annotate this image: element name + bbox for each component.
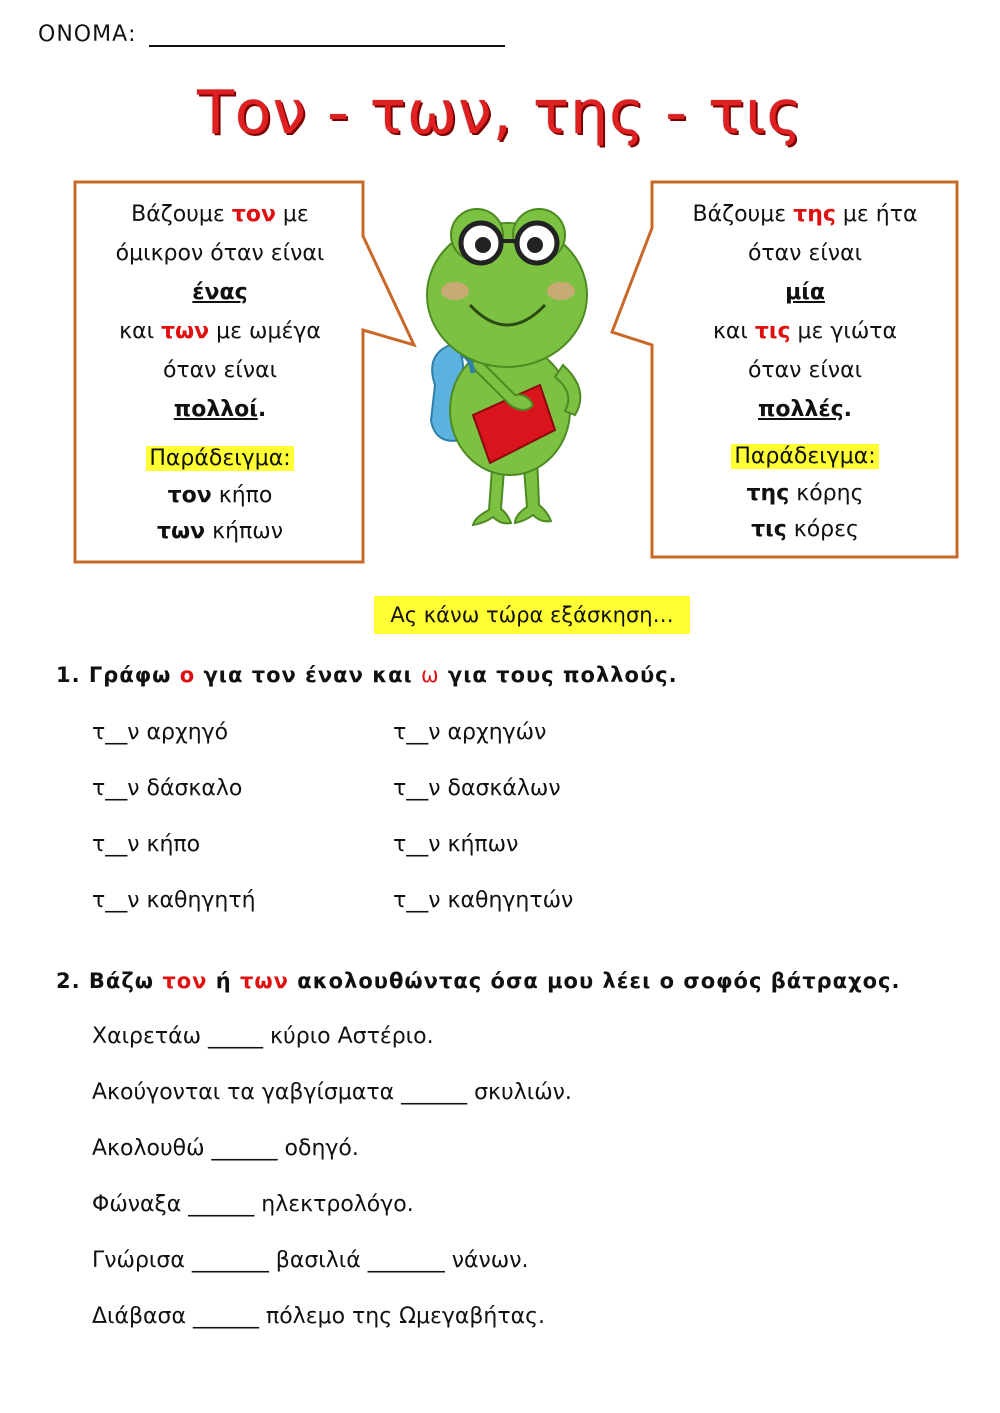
exercise-1-right-item[interactable]: τ__ν αρχηγών: [393, 720, 547, 745]
exercise-1-left-item[interactable]: τ__ν δάσκαλο: [92, 776, 243, 801]
left-line-6: πολλοί.: [173, 397, 267, 422]
left-line-1: Βάζουμε τον με: [131, 202, 309, 227]
exercise-1-right-item[interactable]: τ__ν κήπων: [393, 832, 519, 857]
exercise-1-left-item[interactable]: τ__ν κήπο: [92, 832, 201, 857]
right-line-1: Βάζουμε της με ήτα: [692, 202, 918, 227]
left-example-label: Παράδειγμα:: [80, 439, 360, 478]
exercise-2-sentence[interactable]: Φώναξα ______ ηλεκτρολόγο.: [92, 1192, 414, 1217]
exercise-2-sentence[interactable]: Γνώρισα _______ βασιλιά _______ νάνων.: [92, 1248, 529, 1273]
exercise-2-question: 2. Βάζω τον ή των ακολουθώντας όσα μου λέει ο σοφός βάτραχος.: [56, 969, 901, 993]
page-title: Τον - των, της - τις: [197, 78, 803, 148]
name-label: ΟΝΟΜΑ:: [38, 22, 137, 47]
right-line-4: και τις με γιώτα: [712, 319, 898, 344]
exercise-1-right-item[interactable]: τ__ν δασκάλων: [393, 776, 561, 801]
left-line-2: όμικρον όταν είναι: [115, 241, 325, 266]
left-line-5: όταν είναι: [162, 358, 278, 383]
right-line-3: μία: [785, 280, 825, 305]
exercise-2-sentence[interactable]: Ακολουθώ ______ οδηγό.: [92, 1136, 359, 1161]
right-line-6: πολλές.: [757, 397, 852, 422]
left-example-1: τον κήπο: [167, 483, 273, 508]
practice-banner: Ας κάνω τώρα εξάσκηση…: [374, 596, 690, 634]
right-example-label: Παράδειγμα:: [660, 437, 950, 476]
exercise-1-question: 1. Γράφω ο για τον έναν και ω για τους πολλούς.: [56, 663, 678, 687]
exercise-1-right-item[interactable]: τ__ν καθηγητών: [393, 888, 574, 913]
exercise-2-sentence[interactable]: Διάβασα ______ πόλεμο της Ωμεγαβήτας.: [92, 1304, 545, 1329]
exercise-1-left-item[interactable]: τ__ν καθηγητή: [92, 888, 256, 913]
left-bubble: [80, 195, 360, 550]
right-bubble: [660, 195, 950, 548]
right-line-5: όταν είναι: [747, 358, 863, 383]
exercise-2-sentence[interactable]: Χαιρετάω _____ κύριο Αστέριο.: [92, 1024, 434, 1049]
right-line-2: όταν είναι: [747, 241, 863, 266]
right-example-2: τις κόρες: [751, 517, 859, 542]
exercise-1-left-item[interactable]: τ__ν αρχηγό: [92, 720, 229, 745]
right-example-1: της κόρης: [746, 481, 864, 506]
left-example-2: των κήπων: [156, 519, 283, 544]
left-line-3: ένας: [192, 280, 248, 305]
left-line-4: και των με ωμέγα: [119, 319, 321, 344]
frog-illustration: [415, 205, 600, 535]
exercise-2-sentence[interactable]: Ακούγονται τα γαβγίσματα ______ σκυλιών.: [92, 1080, 572, 1105]
